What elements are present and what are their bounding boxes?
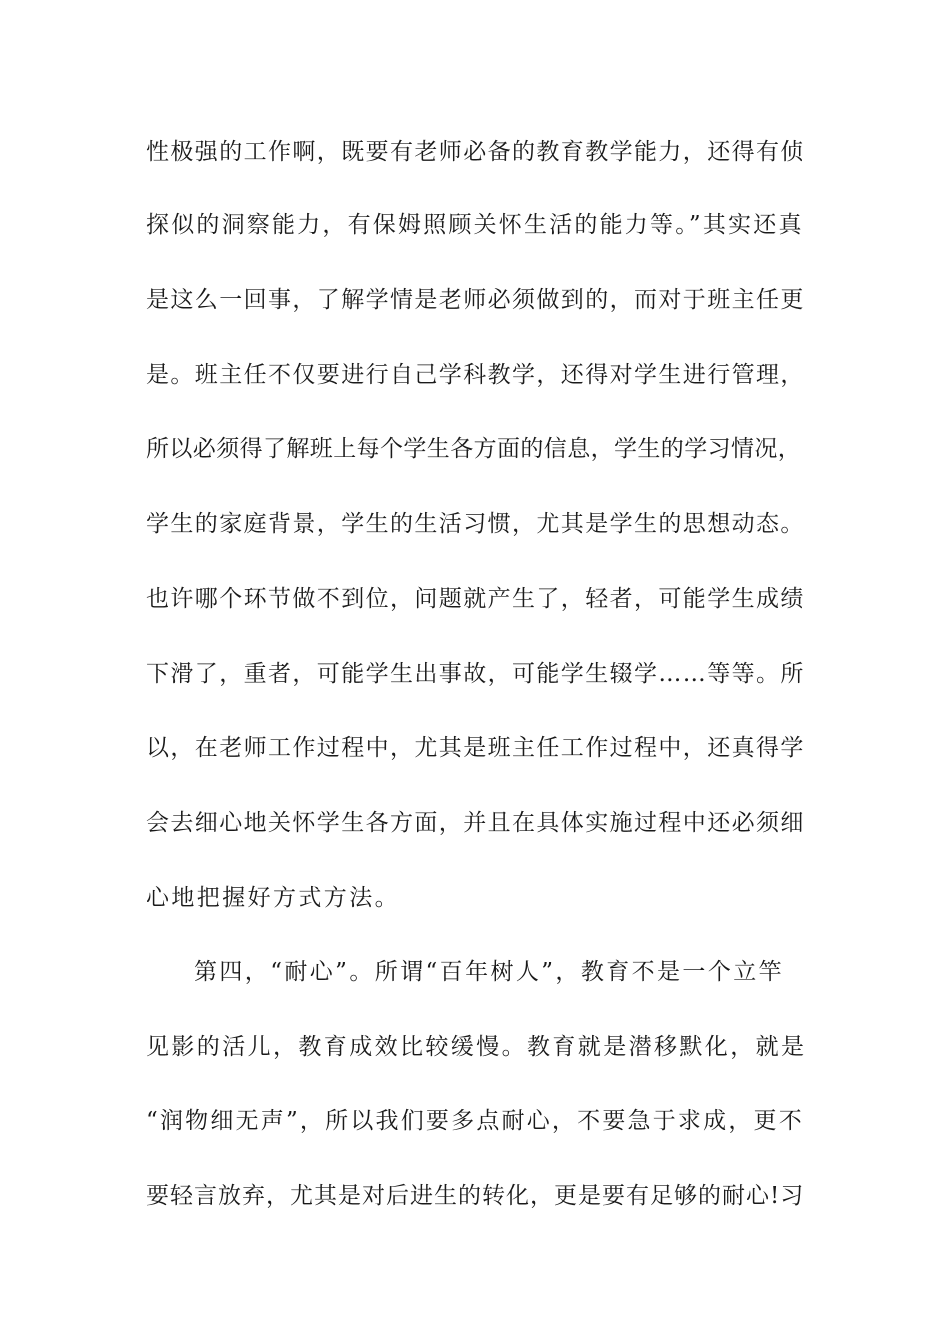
paragraph-line: 要轻言放弃，尤其是对后进生的转化，更是要有足够的耐心!习 xyxy=(146,1183,805,1209)
paragraph-line: 会去细心地关怀学生各方面，并且在具体实施过程中还必须细 xyxy=(146,810,805,836)
paragraph-line: 也许哪个环节做不到位，问题就产生了，轻者，可能学生成绩 xyxy=(146,586,805,612)
paragraph-line: 是。班主任不仅要进行自己学科教学，还得对学生进行管理， xyxy=(146,362,805,388)
paragraph-line: 是这么一回事，了解学情是老师必须做到的，而对于班主任更 xyxy=(146,287,805,313)
paragraph-line: 心地把握好方式方法。 xyxy=(146,885,400,911)
paragraph-line: 下滑了，重者，可能学生出事故，可能学生辍学……等等。所 xyxy=(146,661,805,687)
paragraph-line: 探似的洞察能力，有保姆照顾关怀生活的能力等。”其实还真 xyxy=(146,212,804,238)
paragraph-line: 学生的家庭背景，学生的生活习惯，尤其是学生的思想动态。 xyxy=(146,511,805,537)
paragraph-first-line: 第四，“耐心”。所谓“百年树人”，教育不是一个立竿 xyxy=(194,959,785,985)
paragraph-line: 见影的活儿，教育成效比较缓慢。教育就是潜移默化，就是 xyxy=(146,1034,807,1060)
paragraph-line: 性极强的工作啊，既要有老师必备的教育教学能力，还得有侦 xyxy=(146,139,805,165)
paragraph-line: “润物细无声”，所以我们要多点耐心，不要急于求成，更不 xyxy=(146,1108,804,1134)
paragraph-line: 所以必须得了解班上每个学生各方面的信息，学生的学习情况， xyxy=(146,436,802,462)
paragraph-line: 以，在老师工作过程中，尤其是班主任工作过程中，还真得学 xyxy=(146,735,805,761)
